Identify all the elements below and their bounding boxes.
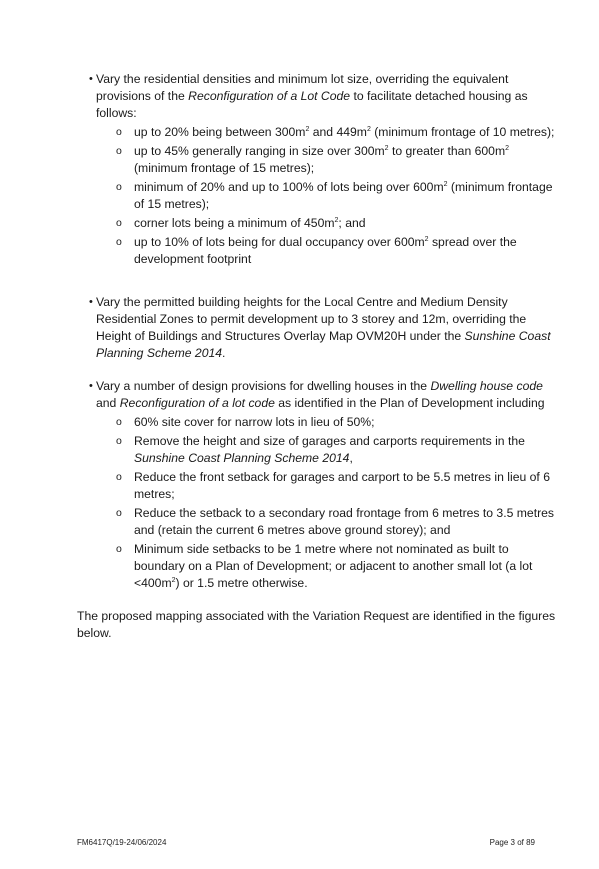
sub-item: o Remove the height and size of garages and carports requirements in the Sunshine Coast Planning Scheme 2014, — [116, 434, 525, 465]
sub-bullet-marker: o — [116, 435, 122, 447]
footer-document-code: FM6417Q/19-24/06/2024 — [77, 838, 167, 847]
closing-paragraph: The proposed mapping associated with the Variation Request are identified in the figures below. — [77, 609, 556, 640]
bullet-intro: Vary a number of design provisions for dwelling houses in the Dwelling house code and Reconfiguration of a lot code as identified in the Plan of Development including — [96, 379, 545, 410]
sub-bullet-marker: o — [116, 181, 122, 193]
sub-item: o Minimum side setbacks to be 1 metre where not nominated as built to boundary on a Plan of Development; or adjacent to another small lot (a lot $<400m^2$) or 1.5 metre otherwise. — [116, 542, 533, 590]
sub-bullet-marker: o — [116, 507, 122, 519]
sub-bullet-marker: o — [116, 126, 122, 138]
bullet-building-heights — [89, 294, 556, 362]
sub-item: o up to 45% generally ranging in size over $300m^2$ to greater than $600m^2$ (minimum frontage of 15 metres); — [116, 144, 510, 175]
sub-item: o Reduce the front setback for garages and carport to be 5.5 metres in lieu of 6 metres; — [116, 470, 550, 501]
sub-bullet-marker: o — [116, 236, 122, 248]
footer-page-number: Page 3 of 89 — [489, 838, 535, 847]
sub-item: o 60% site cover for narrow lots in lieu of 50%; — [116, 415, 375, 429]
sub-item: o minimum of 20% and up to 100% of lots being over $600m^2$ (minimum frontage of 15 metres); — [116, 180, 553, 211]
bullet-marker: • — [89, 380, 93, 392]
bullet-marker: • — [89, 73, 93, 85]
sub-item: o up to 10% of lots being for dual occupancy over $600m^2$ spread over the development footprint — [116, 235, 517, 266]
sub-bullet-marker: o — [116, 471, 122, 483]
sub-bullet-marker: o — [116, 416, 122, 428]
bullet-text: Vary the permitted building heights for the Local Centre and Medium Density Residential Zones to permit development up to 3 storey and 12m, overriding the Height of Buildings and Structures Overlay Map OVM20H under the Sunshine Coast Planning Scheme 2014. — [96, 295, 551, 360]
bullet-intro: Vary the residential densities and minimum lot size, overriding the equivalent provisions of the Reconfiguration of a Lot Code to facilitate detached housing as follows: — [96, 72, 528, 120]
sub-item: o up to 20% being between $300m^2$ and $449m^2$ (minimum frontage of 10 metres); — [116, 125, 555, 139]
bullet-design-provisions — [89, 378, 556, 592]
bullet-marker: • — [89, 296, 93, 308]
sub-bullet-marker: o — [116, 145, 122, 157]
sub-item: o Reduce the setback to a secondary road frontage from 6 metres to 3.5 metres and (retain the current 6 metres above ground storey); and — [116, 506, 555, 537]
sub-bullet-marker: o — [116, 543, 122, 555]
bullet-residential-densities — [89, 71, 556, 268]
sub-bullet-marker: o — [116, 217, 122, 229]
sub-item: o corner lots being a minimum of $450m^2$; and — [116, 216, 366, 230]
